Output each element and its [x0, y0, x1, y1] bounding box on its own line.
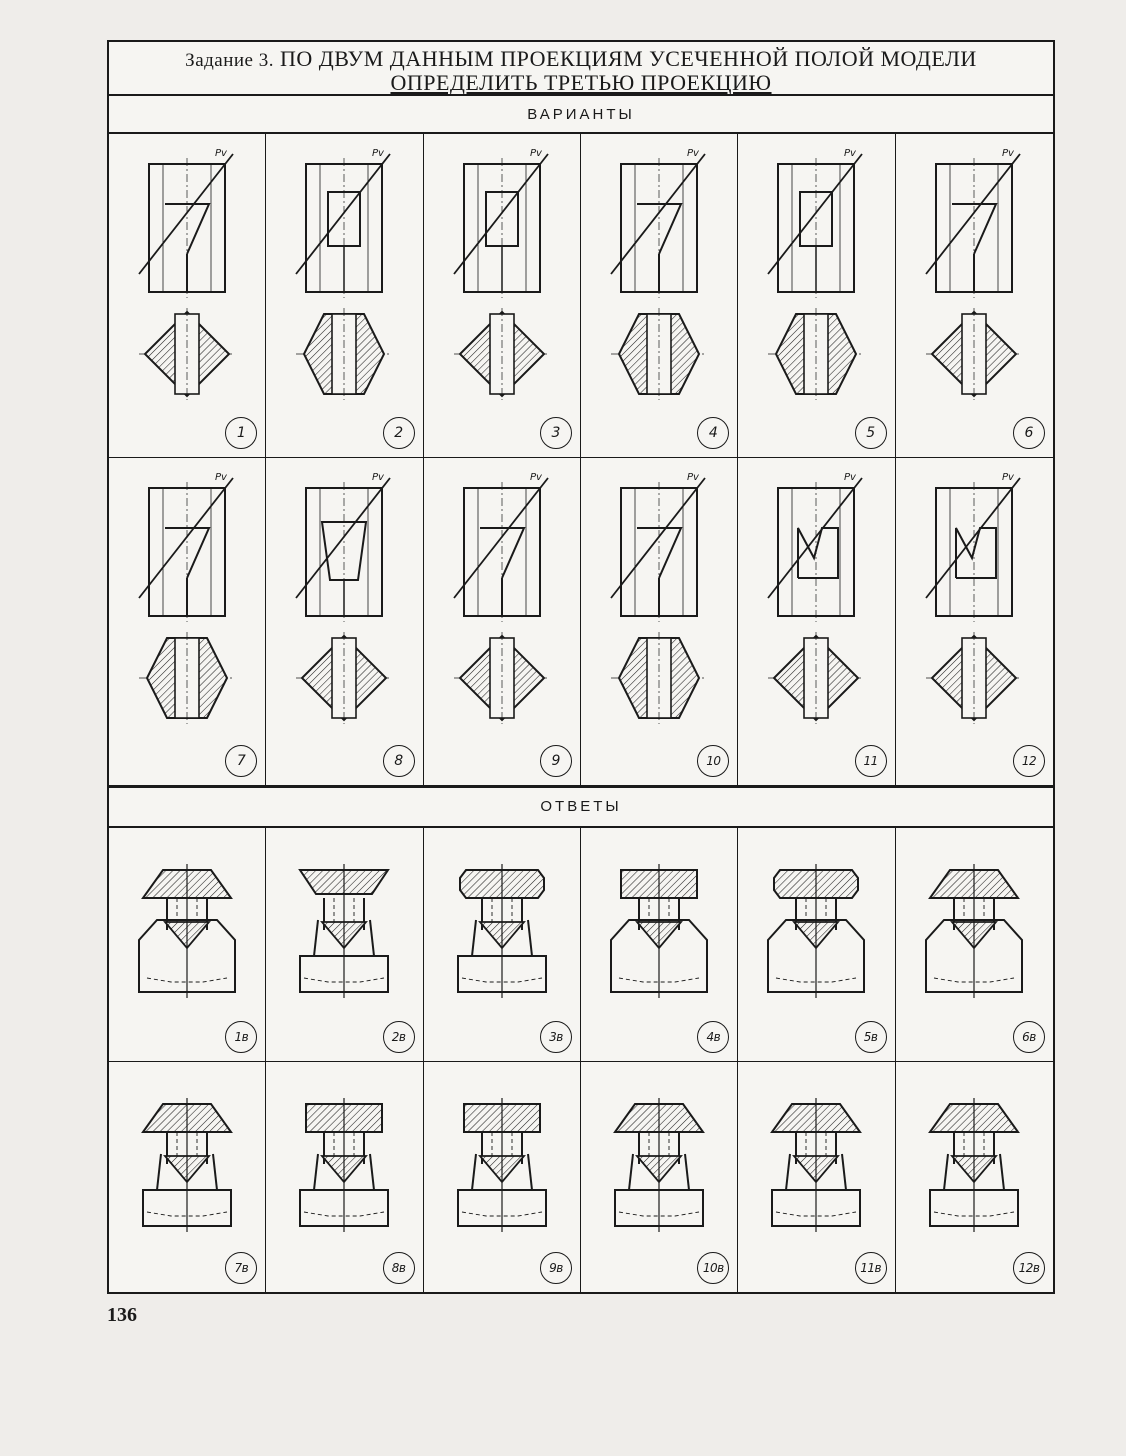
- variant-drawing: [738, 134, 895, 458]
- variants-row: [109, 134, 1053, 458]
- answer-base-edge: [528, 920, 532, 956]
- task-title-line1: ПО ДВУМ ДАННЫМ ПРОЕКЦИЯМ УСЕЧЕННОЙ ПОЛОЙ МОДЕЛИ: [280, 46, 977, 71]
- variant-number: 2: [383, 417, 415, 449]
- variant-number: 11: [855, 745, 887, 777]
- variant-cell: [424, 134, 581, 458]
- answers-row: [109, 1062, 1053, 1292]
- answer-base-edge: [1000, 1154, 1004, 1190]
- answers-header: ОТВЕТЫ: [109, 786, 1053, 828]
- cutting-plane-line: [454, 154, 548, 274]
- answer-cell: [581, 828, 738, 1062]
- cutting-plane-line: [768, 478, 862, 598]
- answer-cell: [109, 828, 266, 1062]
- answer-cell: [424, 828, 581, 1062]
- answer-base-edge: [472, 920, 476, 956]
- variant-number: 12: [1013, 745, 1045, 777]
- variant-number: 4: [697, 417, 729, 449]
- answer-number: 6в: [1013, 1021, 1045, 1053]
- answer-cell: [109, 1062, 266, 1292]
- cutting-plane-line: [926, 478, 1020, 598]
- answer-base-edge: [314, 920, 318, 956]
- answer-number: 10в: [697, 1252, 729, 1284]
- answer-number: 8в: [383, 1252, 415, 1284]
- variant-drawing: [581, 134, 738, 458]
- variant-cell: [581, 458, 738, 786]
- answer-cell: [896, 828, 1053, 1062]
- task-title-line2: ОПРЕДЕЛИТЬ ТРЕТЬЮ ПРОЕКЦИЮ: [390, 70, 772, 95]
- answer-base-edge: [842, 1154, 846, 1190]
- variant-number: 5: [855, 417, 887, 449]
- cutting-plane-line: [296, 154, 390, 274]
- cutting-plane-label: Pv: [686, 472, 699, 483]
- answers-row: [109, 828, 1053, 1062]
- variant-number: 1: [225, 417, 257, 449]
- cutting-plane-label: Pv: [844, 148, 857, 159]
- cutting-plane-label: Pv: [215, 148, 227, 159]
- answer-base-edge: [213, 1154, 217, 1190]
- answer-base-edge: [370, 1154, 374, 1190]
- answer-base-edge: [472, 1154, 476, 1190]
- task-sheet: [107, 40, 1055, 1294]
- variant-drawing: [581, 458, 738, 786]
- variant-number: 7: [225, 745, 257, 777]
- variant-cell: [896, 134, 1053, 458]
- variant-number: 6: [1013, 417, 1045, 449]
- answer-cell: [266, 1062, 423, 1292]
- variant-drawing: [896, 134, 1053, 458]
- variant-cell: [896, 458, 1053, 786]
- variant-cell: [424, 458, 581, 786]
- cutting-plane-label: Pv: [686, 148, 699, 159]
- page-number: 136: [107, 1304, 137, 1326]
- variant-number: 3: [540, 417, 572, 449]
- variant-number: 8: [383, 745, 415, 777]
- answer-base-edge: [786, 1154, 790, 1190]
- variant-cell: [581, 134, 738, 458]
- variants-header: ВАРИАНТЫ: [109, 96, 1053, 134]
- cutting-plane-label: Pv: [529, 472, 542, 483]
- variant-cell: [738, 458, 895, 786]
- answer-cell: [266, 828, 423, 1062]
- cutting-plane-label: Pv: [529, 148, 542, 159]
- cutting-plane-label: Pv: [372, 148, 385, 159]
- cutting-plane-label: Pv: [372, 472, 385, 483]
- answer-base-edge: [685, 1154, 689, 1190]
- variants-row: [109, 458, 1053, 786]
- task-label: Задание 3.: [185, 50, 274, 71]
- variant-drawing: [109, 458, 266, 786]
- answer-cell: [738, 1062, 895, 1292]
- answer-number: 12в: [1013, 1252, 1045, 1284]
- variant-cell: [738, 134, 895, 458]
- cutting-plane-label: Pv: [844, 472, 857, 483]
- task-title: [109, 42, 1053, 96]
- variant-cell: [109, 458, 266, 786]
- answer-number: 2в: [383, 1021, 415, 1053]
- variant-drawing: [424, 134, 581, 458]
- variant-drawing: [266, 134, 423, 458]
- variant-drawing: [266, 458, 423, 786]
- answer-base-edge: [370, 920, 374, 956]
- answer-number: 3в: [540, 1021, 572, 1053]
- cutting-plane-line: [768, 154, 862, 274]
- variant-drawing: [424, 458, 581, 786]
- cutting-plane-label: Pv: [215, 472, 227, 483]
- answer-number: 5в: [855, 1021, 887, 1053]
- variant-cell: [266, 134, 423, 458]
- variant-number: 10: [697, 745, 729, 777]
- cutting-plane-label: Pv: [1001, 148, 1014, 159]
- answer-number: 11в: [855, 1252, 887, 1284]
- cutting-plane-label: Pv: [1001, 472, 1014, 483]
- answer-base-edge: [528, 1154, 532, 1190]
- variant-drawing: [109, 134, 266, 458]
- answer-number: 4в: [697, 1021, 729, 1053]
- variant-drawing: [738, 458, 895, 786]
- answer-base-edge: [629, 1154, 633, 1190]
- variant-cell: [109, 134, 266, 458]
- answer-cell: [896, 1062, 1053, 1292]
- answer-base-edge: [314, 1154, 318, 1190]
- answer-number: 9в: [540, 1252, 572, 1284]
- answer-base-edge: [157, 1154, 161, 1190]
- answer-cell: [424, 1062, 581, 1292]
- answer-cell: [738, 828, 895, 1062]
- variant-number: 9: [540, 745, 572, 777]
- answer-number: 7в: [225, 1252, 257, 1284]
- variant-cell: [266, 458, 423, 786]
- answer-base-edge: [944, 1154, 948, 1190]
- variant-drawing: [896, 458, 1053, 786]
- answer-number: 1в: [225, 1021, 257, 1053]
- answer-cell: [581, 1062, 738, 1292]
